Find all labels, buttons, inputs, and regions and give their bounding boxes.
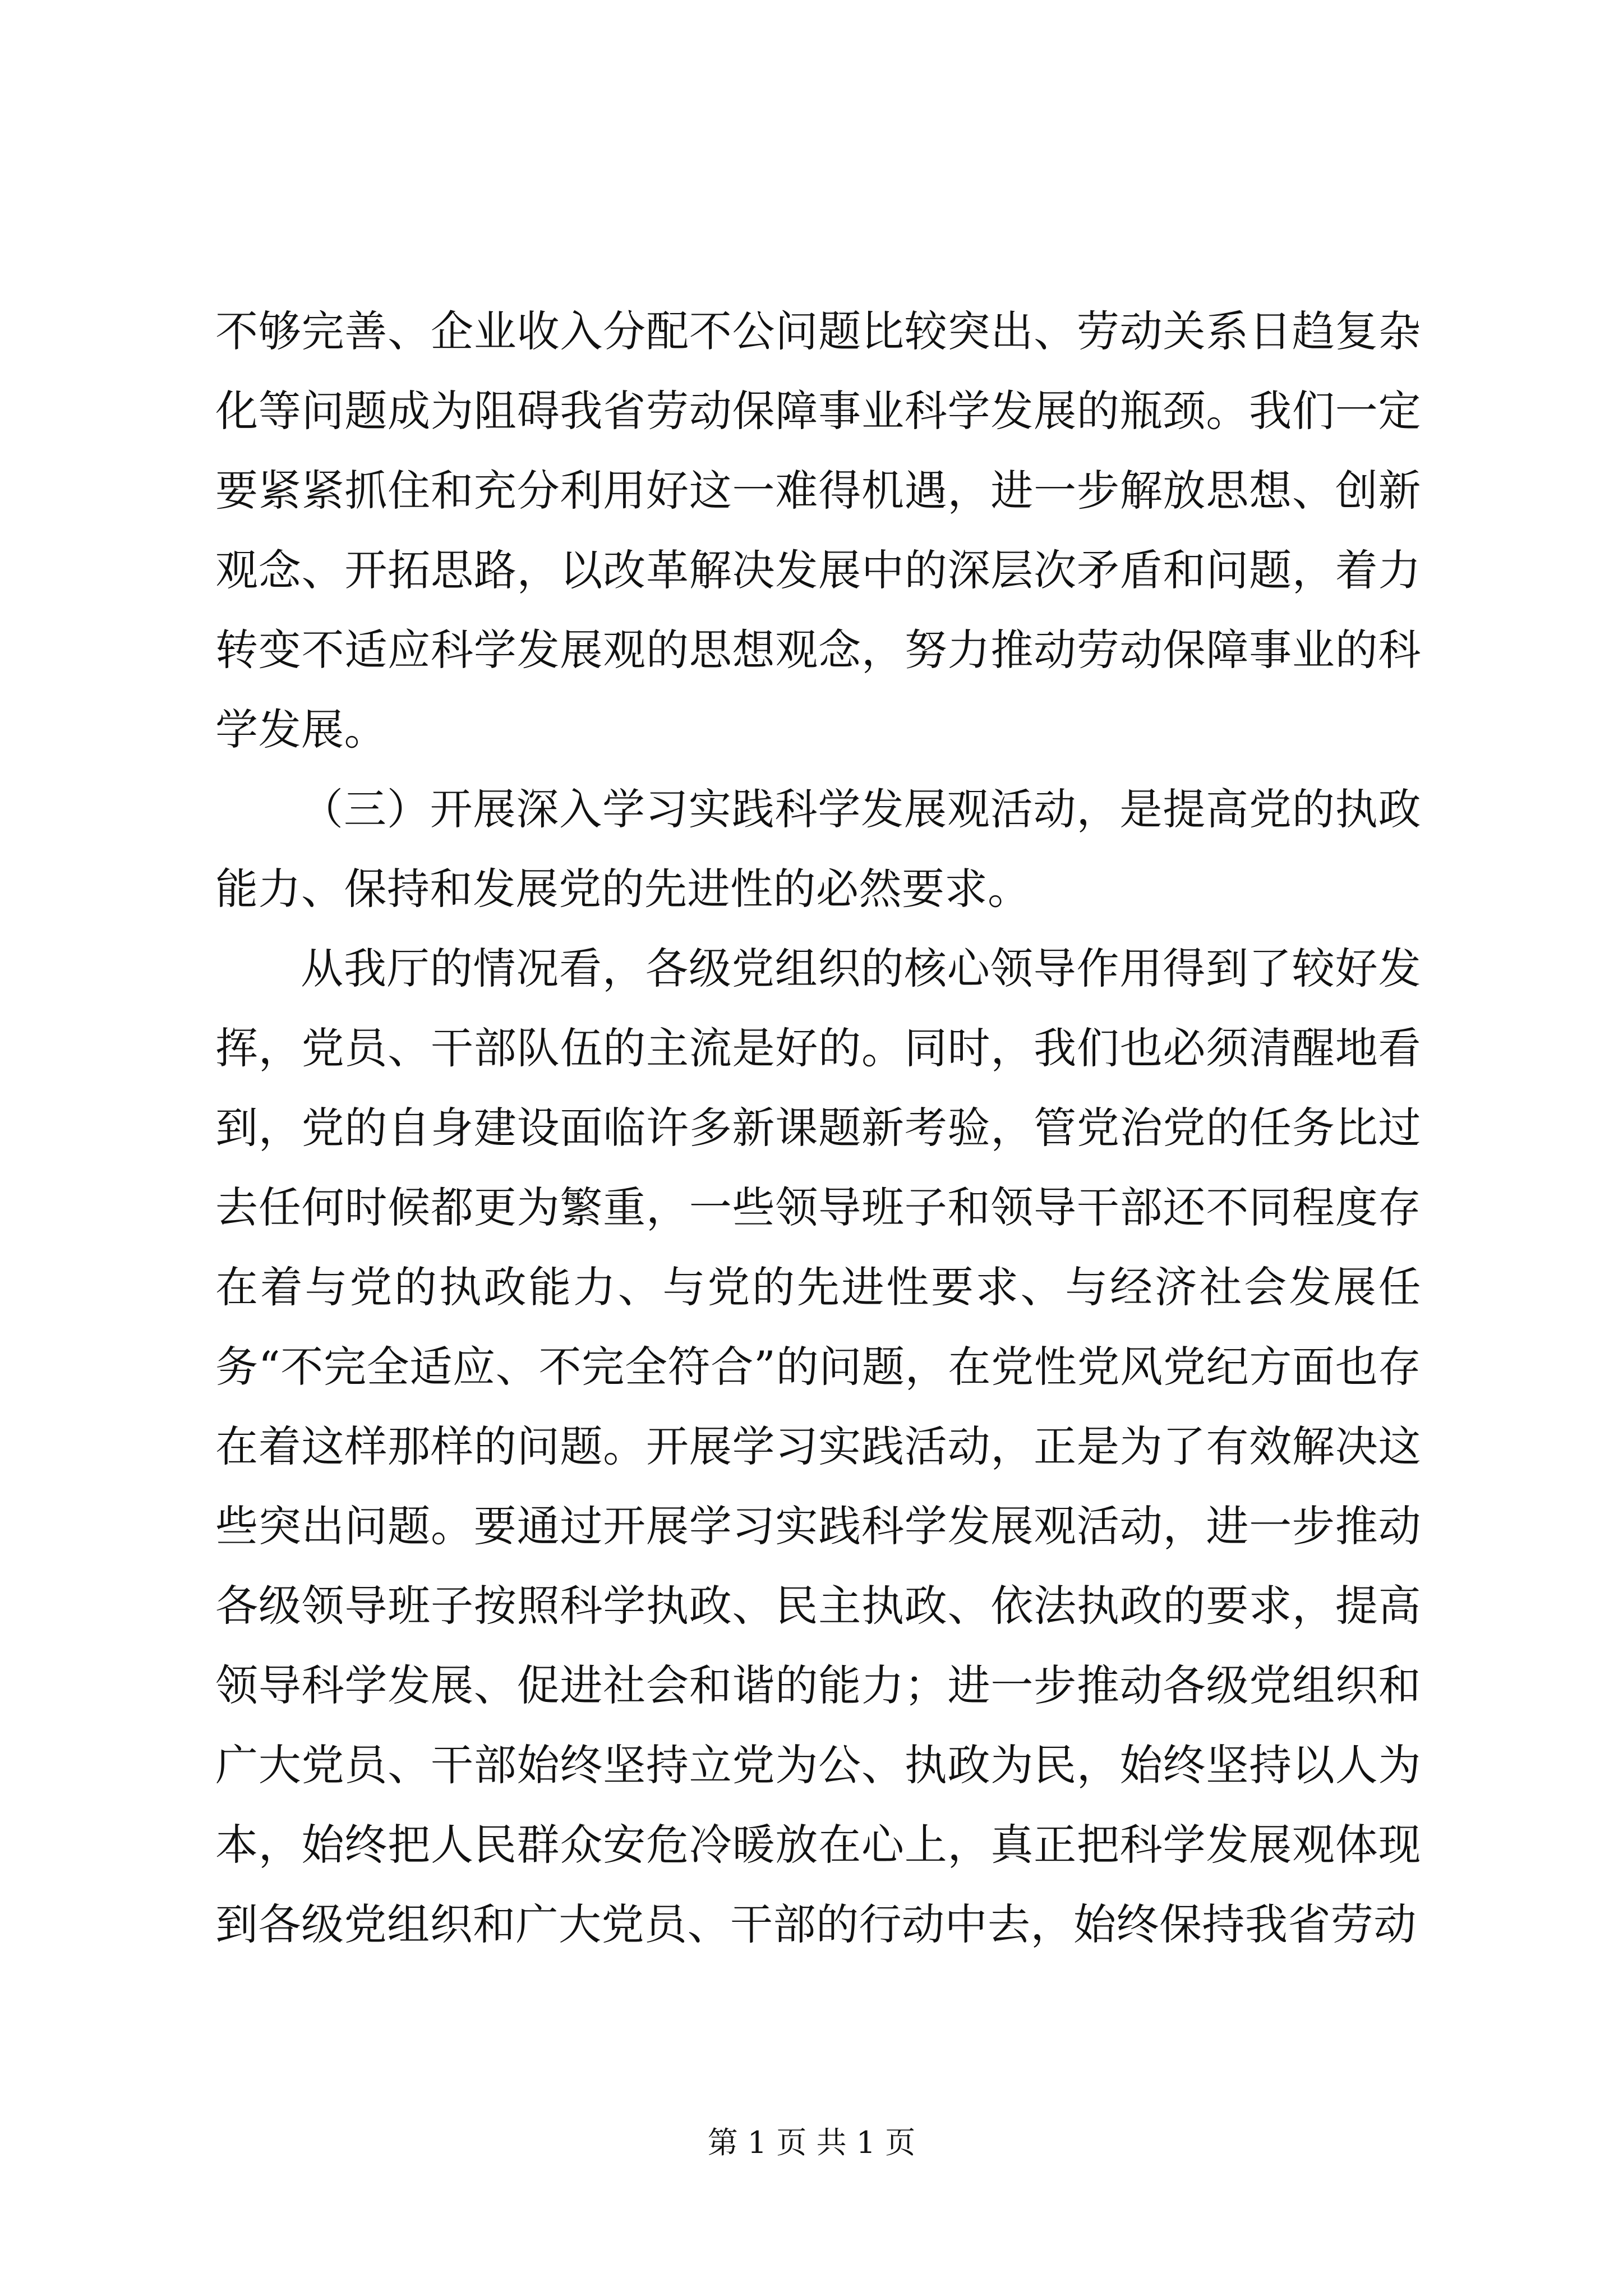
paragraph-1: 不够完善、企业收入分配不公问题比较突出、劳动关系日趋复杂化等问题成为阻碍我省劳动保障事业科学发展的瓶颈。我们一定要紧紧抓住和充分利用好这一难得机遇，进一步解放思想、创新观念、开拓思路，以改革解决发展中的深层次矛盾和问题，着力转变不适应科学发展观的思想观念，努力推动劳动保障事业的科学发展。 [215, 306, 1421, 754]
page-number-footer: 第 1 页 共 1 页 [707, 2125, 916, 2160]
paragraph-2-heading: （三）开展深入学习实践科学发展观活动，是提高党的执政能力、保持和发展党的先进性的必然要求。 [215, 784, 1421, 914]
paragraph-3: 从我厅的情况看，各级党组织的核心领导作用得到了较好发挥，党员、干部队伍的主流是好的。同时，我们也必须清醒地看到，党的自身建设面临许多新课题新考验，管党治党的任务比过去任何时候都更为繁重，一些领导班子和领导干部还不同程度存在着与党的执政能力、与党的先进性要求、与经济社会发展任务“不完全适应、不完全符合”的问题，在党性党风党纪方面也存在着这样那样的问题。开展学习实践活动，正是为了有效解决这些突出问题。要通过开展学习实践科学发展观活动，进一步推动各级领导班子按照科学执政、民主执政、依法执政的要求，提高领导科学发展、促进社会和谐的能力；进一步推动各级党组织和广大党员、干部始终坚持立党为公、执政为民，始终坚持以人为本，始终把人民群众安危冷暖放在心上，真正把科学发展观体现到各级党组织和广大党员、干部的行动中去，始终保持我省劳动 [215, 944, 1421, 1949]
document-body [215, 292, 1421, 1964]
